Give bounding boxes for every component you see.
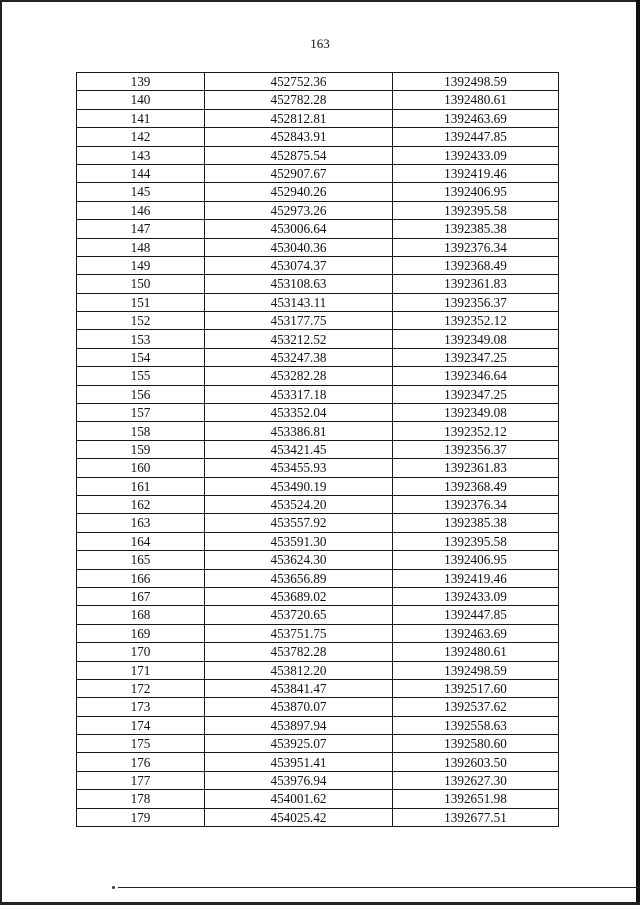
point-number-cell: 144 xyxy=(77,164,205,182)
table-row xyxy=(77,293,559,311)
x-coordinate-cell: 453352.04 xyxy=(205,404,393,422)
x-coordinate-cell: 453897.94 xyxy=(205,716,393,734)
y-coordinate-cell: 1392349.08 xyxy=(393,330,559,348)
table-row xyxy=(77,91,559,109)
table-row xyxy=(77,698,559,716)
point-number-cell: 147 xyxy=(77,220,205,238)
table-row xyxy=(77,477,559,495)
table-row xyxy=(77,735,559,753)
footer-mark xyxy=(112,886,115,889)
point-number-cell: 158 xyxy=(77,422,205,440)
x-coordinate-cell: 453720.65 xyxy=(205,606,393,624)
y-coordinate-cell: 1392677.51 xyxy=(393,808,559,826)
y-coordinate-cell: 1392651.98 xyxy=(393,790,559,808)
table-row xyxy=(77,201,559,219)
point-number-cell: 140 xyxy=(77,91,205,109)
y-coordinate-cell: 1392603.50 xyxy=(393,753,559,771)
point-number-cell: 171 xyxy=(77,661,205,679)
x-coordinate-cell: 452940.26 xyxy=(205,183,393,201)
x-coordinate-cell: 453624.30 xyxy=(205,551,393,569)
table-row xyxy=(77,146,559,164)
x-coordinate-cell: 453524.20 xyxy=(205,495,393,513)
x-coordinate-cell: 453317.18 xyxy=(205,385,393,403)
y-coordinate-cell: 1392361.83 xyxy=(393,459,559,477)
point-number-cell: 151 xyxy=(77,293,205,311)
y-coordinate-cell: 1392346.64 xyxy=(393,367,559,385)
y-coordinate-cell: 1392558.63 xyxy=(393,716,559,734)
table-row xyxy=(77,109,559,127)
y-coordinate-cell: 1392352.12 xyxy=(393,312,559,330)
y-coordinate-cell: 1392517.60 xyxy=(393,679,559,697)
table-row xyxy=(77,790,559,808)
x-coordinate-cell: 453143.11 xyxy=(205,293,393,311)
table-row xyxy=(77,551,559,569)
x-coordinate-cell: 453656.89 xyxy=(205,569,393,587)
x-coordinate-cell: 453841.47 xyxy=(205,679,393,697)
y-coordinate-cell: 1392463.69 xyxy=(393,109,559,127)
point-number-cell: 167 xyxy=(77,587,205,605)
table-row xyxy=(77,404,559,422)
x-coordinate-cell: 454001.62 xyxy=(205,790,393,808)
point-number-cell: 152 xyxy=(77,312,205,330)
coordinates-table xyxy=(76,72,559,827)
page-number: 163 xyxy=(310,36,330,51)
table-row xyxy=(77,753,559,771)
table-row xyxy=(77,422,559,440)
x-coordinate-cell: 452973.26 xyxy=(205,201,393,219)
point-number-cell: 157 xyxy=(77,404,205,422)
y-coordinate-cell: 1392356.37 xyxy=(393,440,559,458)
point-number-cell: 146 xyxy=(77,201,205,219)
table-row xyxy=(77,73,559,91)
x-coordinate-cell: 453591.30 xyxy=(205,532,393,550)
x-coordinate-cell: 453782.28 xyxy=(205,643,393,661)
y-coordinate-cell: 1392480.61 xyxy=(393,643,559,661)
table-row xyxy=(77,348,559,366)
point-number-cell: 159 xyxy=(77,440,205,458)
table-row xyxy=(77,716,559,734)
x-coordinate-cell: 453282.28 xyxy=(205,367,393,385)
table-row xyxy=(77,220,559,238)
y-coordinate-cell: 1392447.85 xyxy=(393,606,559,624)
point-number-cell: 153 xyxy=(77,330,205,348)
table-row xyxy=(77,624,559,642)
y-coordinate-cell: 1392349.08 xyxy=(393,404,559,422)
x-coordinate-cell: 453247.38 xyxy=(205,348,393,366)
scan-edge-right xyxy=(636,0,640,905)
x-coordinate-cell: 453976.94 xyxy=(205,771,393,789)
point-number-cell: 141 xyxy=(77,109,205,127)
x-coordinate-cell: 453108.63 xyxy=(205,275,393,293)
y-coordinate-cell: 1392368.49 xyxy=(393,477,559,495)
point-number-cell: 166 xyxy=(77,569,205,587)
y-coordinate-cell: 1392537.62 xyxy=(393,698,559,716)
scan-edge-top xyxy=(0,0,640,2)
footer-rule xyxy=(118,887,640,888)
y-coordinate-cell: 1392406.95 xyxy=(393,183,559,201)
y-coordinate-cell: 1392419.46 xyxy=(393,164,559,182)
y-coordinate-cell: 1392376.34 xyxy=(393,238,559,256)
x-coordinate-cell: 452812.81 xyxy=(205,109,393,127)
table-row xyxy=(77,532,559,550)
coordinates-table-body xyxy=(77,73,559,827)
table-row xyxy=(77,459,559,477)
point-number-cell: 177 xyxy=(77,771,205,789)
y-coordinate-cell: 1392368.49 xyxy=(393,256,559,274)
x-coordinate-cell: 453812.20 xyxy=(205,661,393,679)
table-row xyxy=(77,238,559,256)
point-number-cell: 142 xyxy=(77,128,205,146)
point-number-cell: 163 xyxy=(77,514,205,532)
point-number-cell: 161 xyxy=(77,477,205,495)
x-coordinate-cell: 453386.81 xyxy=(205,422,393,440)
table-row xyxy=(77,312,559,330)
y-coordinate-cell: 1392463.69 xyxy=(393,624,559,642)
table-row xyxy=(77,679,559,697)
table-row xyxy=(77,661,559,679)
point-number-cell: 148 xyxy=(77,238,205,256)
x-coordinate-cell: 453455.93 xyxy=(205,459,393,477)
x-coordinate-cell: 453212.52 xyxy=(205,330,393,348)
point-number-cell: 179 xyxy=(77,808,205,826)
point-number-cell: 150 xyxy=(77,275,205,293)
x-coordinate-cell: 453951.41 xyxy=(205,753,393,771)
table-row xyxy=(77,643,559,661)
y-coordinate-cell: 1392385.38 xyxy=(393,220,559,238)
x-coordinate-cell: 452843.91 xyxy=(205,128,393,146)
y-coordinate-cell: 1392498.59 xyxy=(393,661,559,679)
y-coordinate-cell: 1392352.12 xyxy=(393,422,559,440)
point-number-cell: 162 xyxy=(77,495,205,513)
y-coordinate-cell: 1392498.59 xyxy=(393,73,559,91)
y-coordinate-cell: 1392395.58 xyxy=(393,532,559,550)
point-number-cell: 168 xyxy=(77,606,205,624)
y-coordinate-cell: 1392376.34 xyxy=(393,495,559,513)
table-row xyxy=(77,495,559,513)
x-coordinate-cell: 452907.67 xyxy=(205,164,393,182)
point-number-cell: 160 xyxy=(77,459,205,477)
x-coordinate-cell: 453751.75 xyxy=(205,624,393,642)
point-number-cell: 143 xyxy=(77,146,205,164)
y-coordinate-cell: 1392406.95 xyxy=(393,551,559,569)
table-row xyxy=(77,587,559,605)
point-number-cell: 172 xyxy=(77,679,205,697)
table-row xyxy=(77,367,559,385)
table-row xyxy=(77,256,559,274)
y-coordinate-cell: 1392419.46 xyxy=(393,569,559,587)
point-number-cell: 165 xyxy=(77,551,205,569)
table-row xyxy=(77,606,559,624)
point-number-cell: 176 xyxy=(77,753,205,771)
table-row xyxy=(77,440,559,458)
point-number-cell: 170 xyxy=(77,643,205,661)
y-coordinate-cell: 1392395.58 xyxy=(393,201,559,219)
y-coordinate-cell: 1392361.83 xyxy=(393,275,559,293)
x-coordinate-cell: 452752.36 xyxy=(205,73,393,91)
x-coordinate-cell: 453177.75 xyxy=(205,312,393,330)
y-coordinate-cell: 1392347.25 xyxy=(393,348,559,366)
point-number-cell: 156 xyxy=(77,385,205,403)
table-row xyxy=(77,771,559,789)
point-number-cell: 178 xyxy=(77,790,205,808)
table-row xyxy=(77,569,559,587)
y-coordinate-cell: 1392356.37 xyxy=(393,293,559,311)
table-row xyxy=(77,808,559,826)
point-number-cell: 173 xyxy=(77,698,205,716)
table-row xyxy=(77,275,559,293)
y-coordinate-cell: 1392433.09 xyxy=(393,146,559,164)
table-row xyxy=(77,514,559,532)
point-number-cell: 174 xyxy=(77,716,205,734)
x-coordinate-cell: 453557.92 xyxy=(205,514,393,532)
y-coordinate-cell: 1392480.61 xyxy=(393,91,559,109)
x-coordinate-cell: 453925.07 xyxy=(205,735,393,753)
y-coordinate-cell: 1392433.09 xyxy=(393,587,559,605)
point-number-cell: 155 xyxy=(77,367,205,385)
x-coordinate-cell: 454025.42 xyxy=(205,808,393,826)
x-coordinate-cell: 452782.28 xyxy=(205,91,393,109)
table-row xyxy=(77,164,559,182)
x-coordinate-cell: 453421.45 xyxy=(205,440,393,458)
table-row xyxy=(77,128,559,146)
x-coordinate-cell: 453490.19 xyxy=(205,477,393,495)
table-row xyxy=(77,385,559,403)
x-coordinate-cell: 453689.02 xyxy=(205,587,393,605)
y-coordinate-cell: 1392347.25 xyxy=(393,385,559,403)
x-coordinate-cell: 452875.54 xyxy=(205,146,393,164)
x-coordinate-cell: 453870.07 xyxy=(205,698,393,716)
scan-edge-left xyxy=(0,0,2,905)
x-coordinate-cell: 453006.64 xyxy=(205,220,393,238)
point-number-cell: 175 xyxy=(77,735,205,753)
point-number-cell: 149 xyxy=(77,256,205,274)
point-number-cell: 145 xyxy=(77,183,205,201)
x-coordinate-cell: 453074.37 xyxy=(205,256,393,274)
table-row xyxy=(77,183,559,201)
y-coordinate-cell: 1392385.38 xyxy=(393,514,559,532)
point-number-cell: 139 xyxy=(77,73,205,91)
point-number-cell: 169 xyxy=(77,624,205,642)
y-coordinate-cell: 1392580.60 xyxy=(393,735,559,753)
x-coordinate-cell: 453040.36 xyxy=(205,238,393,256)
point-number-cell: 164 xyxy=(77,532,205,550)
y-coordinate-cell: 1392627.30 xyxy=(393,771,559,789)
point-number-cell: 154 xyxy=(77,348,205,366)
table-row xyxy=(77,330,559,348)
y-coordinate-cell: 1392447.85 xyxy=(393,128,559,146)
